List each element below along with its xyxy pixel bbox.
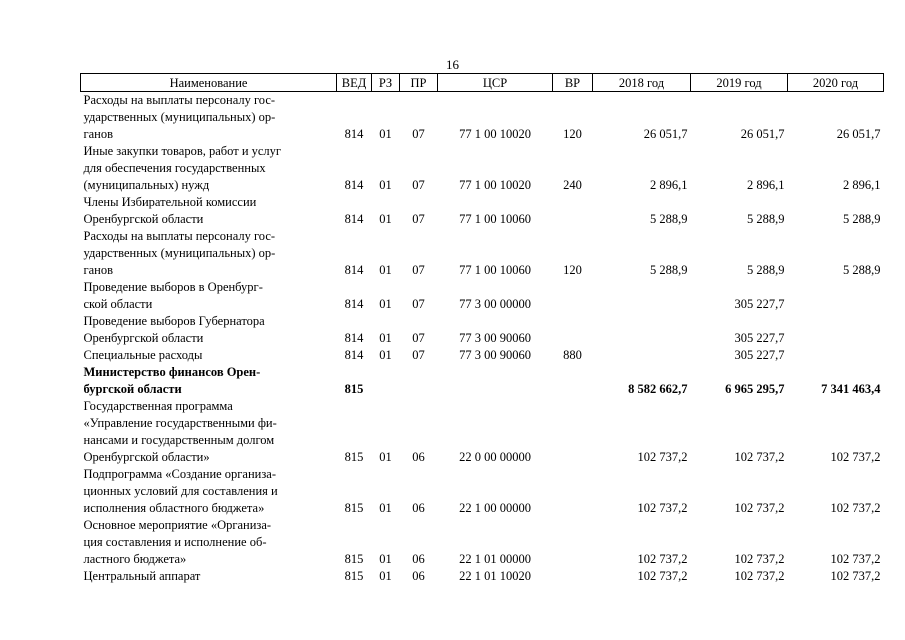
table-row [81, 194, 884, 228]
cell-2019: 102 737,2 [734, 552, 785, 566]
cell-name-line: Иные закупки товаров, работ и услуг [83, 144, 282, 158]
cell-ved: 815 [344, 552, 364, 566]
cell-2019: 102 737,2 [734, 450, 785, 464]
cell-2020 [788, 279, 884, 313]
table-row [81, 228, 884, 279]
cell-pr: 06 [412, 569, 425, 583]
table-row [81, 279, 884, 313]
cell-2020: 5 288,9 [843, 263, 881, 277]
cell-vr: 240 [563, 178, 582, 192]
cell-2019: 102 737,2 [734, 569, 785, 583]
cell-pr: 07 [412, 348, 425, 362]
cell-2020: 26 051,7 [836, 127, 881, 141]
cell-ved: 814 [344, 348, 364, 362]
cell-name-line: Оренбургской области» [83, 450, 210, 464]
cell-2020: 102 737,2 [830, 569, 881, 583]
cell-rz [372, 364, 400, 398]
cell-2019: 305 227,7 [734, 348, 785, 362]
cell-name [81, 92, 337, 144]
cell-ved: 815 [344, 382, 364, 396]
cell-ved: 814 [344, 331, 364, 345]
cell-name-line: Оренбургской области [83, 331, 204, 345]
cell-ved: 815 [344, 569, 364, 583]
cell-name-line: для обеспечения государственных [83, 161, 266, 175]
cell-2018: 26 051,7 [643, 127, 688, 141]
header-2019: 2019 год [691, 74, 788, 92]
cell-rz: 01 [379, 178, 392, 192]
header-pr: ПР [400, 74, 438, 92]
cell-ved: 814 [344, 178, 364, 192]
cell-csr: 77 1 00 10020 [459, 127, 531, 141]
cell-pr: 07 [412, 331, 425, 345]
cell-2020: 7 341 463,4 [821, 382, 881, 396]
cell-2018: 5 288,9 [650, 263, 688, 277]
table-row [81, 517, 884, 568]
cell-name [81, 279, 337, 313]
table-row [81, 364, 884, 398]
cell-name-line: (муниципальных) нужд [83, 178, 210, 192]
cell-2019: 102 737,2 [734, 501, 785, 515]
cell-2018: 5 288,9 [650, 212, 688, 226]
header-csr: ЦСР [438, 74, 553, 92]
cell-rz: 01 [379, 569, 392, 583]
cell-name-line: «Управление государственными фи- [83, 416, 277, 430]
cell-rz: 01 [379, 263, 392, 277]
cell-csr: 22 1 01 00000 [459, 552, 531, 566]
cell-rz: 01 [379, 127, 392, 141]
cell-name-line: бургской области [83, 382, 182, 396]
cell-name-line: Расходы на выплаты персоналу гос- [83, 93, 276, 107]
cell-2018: 102 737,2 [637, 501, 688, 515]
cell-2020 [788, 313, 884, 347]
cell-vr [553, 313, 593, 347]
cell-pr: 07 [412, 263, 425, 277]
cell-2019: 6 965 295,7 [725, 382, 785, 396]
cell-2018: 102 737,2 [637, 569, 688, 583]
cell-ved: 814 [344, 297, 364, 311]
cell-csr: 77 3 00 90060 [459, 348, 531, 362]
cell-name-line: ударственных (муниципальных) ор- [83, 110, 276, 124]
cell-name [81, 517, 337, 568]
cell-ved: 815 [344, 450, 364, 464]
cell-2020: 5 288,9 [843, 212, 881, 226]
cell-vr: 880 [563, 348, 582, 362]
cell-name [81, 194, 337, 228]
cell-name-line: ластного бюджета» [83, 552, 187, 566]
cell-2020 [788, 347, 884, 364]
cell-rz: 01 [379, 450, 392, 464]
cell-2018: 102 737,2 [637, 450, 688, 464]
cell-name-line: Члены Избирательной комиссии [83, 195, 257, 209]
cell-2019: 305 227,7 [734, 331, 785, 345]
table-row [81, 143, 884, 194]
cell-csr: 22 1 01 10020 [459, 569, 531, 583]
cell-2020: 102 737,2 [830, 450, 881, 464]
header-ved: ВЕД [337, 74, 372, 92]
cell-vr [553, 364, 593, 398]
cell-2018: 102 737,2 [637, 552, 688, 566]
cell-rz: 01 [379, 331, 392, 345]
header-2018: 2018 год [593, 74, 691, 92]
table-row [81, 92, 884, 144]
cell-name-line: исполнения областного бюджета» [83, 501, 265, 515]
table-row [81, 347, 884, 364]
cell-2019: 2 896,1 [747, 178, 785, 192]
cell-2018 [593, 313, 691, 347]
table-header-row [81, 74, 884, 92]
cell-vr: 120 [563, 127, 582, 141]
cell-name-line: ганов [83, 263, 114, 277]
cell-csr: 22 0 00 00000 [459, 450, 531, 464]
cell-ved: 814 [344, 212, 364, 226]
cell-pr: 06 [412, 450, 425, 464]
cell-name [81, 364, 337, 398]
cell-pr [400, 364, 438, 398]
cell-name-line: Основное мероприятие «Организа- [83, 518, 272, 532]
cell-2019: 5 288,9 [747, 212, 785, 226]
cell-2018 [593, 347, 691, 364]
cell-name [81, 347, 337, 364]
cell-csr [438, 364, 553, 398]
cell-csr: 77 1 00 10060 [459, 212, 531, 226]
cell-pr: 06 [412, 501, 425, 515]
cell-vr [553, 466, 593, 517]
cell-csr: 77 1 00 10060 [459, 263, 531, 277]
cell-2019: 26 051,7 [740, 127, 785, 141]
cell-rz: 01 [379, 212, 392, 226]
cell-name-line: ганов [83, 127, 114, 141]
cell-2019: 5 288,9 [747, 263, 785, 277]
cell-name [81, 228, 337, 279]
cell-name-line: нансами и государственным долгом [83, 433, 275, 447]
cell-name-line: Проведение выборов в Оренбург- [83, 280, 263, 294]
cell-vr [553, 398, 593, 466]
cell-pr: 07 [412, 297, 425, 311]
cell-name-line: ционных условий для составления и [83, 484, 278, 498]
cell-2018 [593, 279, 691, 313]
cell-2020: 2 896,1 [843, 178, 881, 192]
header-rz: РЗ [372, 74, 400, 92]
cell-name-line: Оренбургской области [83, 212, 204, 226]
header-vr: ВР [553, 74, 593, 92]
cell-pr: 06 [412, 552, 425, 566]
cell-pr: 07 [412, 212, 425, 226]
cell-pr: 07 [412, 127, 425, 141]
header-name: Наименование [81, 74, 337, 92]
cell-name-line: Проведение выборов Губернатора [83, 314, 265, 328]
cell-name [81, 143, 337, 194]
header-2020: 2020 год [788, 74, 884, 92]
cell-vr: 120 [563, 263, 582, 277]
cell-csr: 77 3 00 90060 [459, 331, 531, 345]
table-row [81, 313, 884, 347]
table-row [81, 466, 884, 517]
table-body [81, 92, 884, 586]
cell-csr: 77 1 00 10020 [459, 178, 531, 192]
cell-rz: 01 [379, 552, 392, 566]
cell-ved: 814 [344, 127, 364, 141]
cell-2018: 2 896,1 [650, 178, 688, 192]
cell-name-line: ударственных (муниципальных) ор- [83, 246, 276, 260]
cell-vr [553, 194, 593, 228]
cell-2018: 8 582 662,7 [628, 382, 688, 396]
cell-ved: 814 [344, 263, 364, 277]
cell-name-line: Расходы на выплаты персоналу гос- [83, 229, 276, 243]
cell-vr [553, 279, 593, 313]
cell-name [81, 313, 337, 347]
cell-csr: 77 3 00 00000 [459, 297, 531, 311]
cell-name [81, 568, 337, 585]
table-row [81, 568, 884, 585]
cell-csr: 22 1 00 00000 [459, 501, 531, 515]
cell-name-line: Министерство финансов Орен- [83, 365, 261, 379]
cell-name-line: Подпрограмма «Создание организа- [83, 467, 277, 481]
page-number: 16 [446, 57, 459, 72]
cell-name-line: Специальные расходы [83, 348, 203, 362]
cell-rz: 01 [379, 501, 392, 515]
cell-name [81, 398, 337, 466]
table-row [81, 398, 884, 466]
budget-table [80, 73, 884, 585]
cell-name-line: Центральный аппарат [83, 569, 201, 583]
cell-ved: 815 [344, 501, 364, 515]
cell-name [81, 466, 337, 517]
cell-2019: 305 227,7 [734, 297, 785, 311]
cell-rz: 01 [379, 348, 392, 362]
cell-name-line: ской области [83, 297, 153, 311]
cell-vr [553, 568, 593, 585]
cell-pr: 07 [412, 178, 425, 192]
cell-2020: 102 737,2 [830, 552, 881, 566]
cell-rz: 01 [379, 297, 392, 311]
cell-vr [553, 517, 593, 568]
cell-2020: 102 737,2 [830, 501, 881, 515]
cell-name-line: Государственная программа [83, 399, 233, 413]
cell-name-line: ция составления и исполнение об- [83, 535, 267, 549]
